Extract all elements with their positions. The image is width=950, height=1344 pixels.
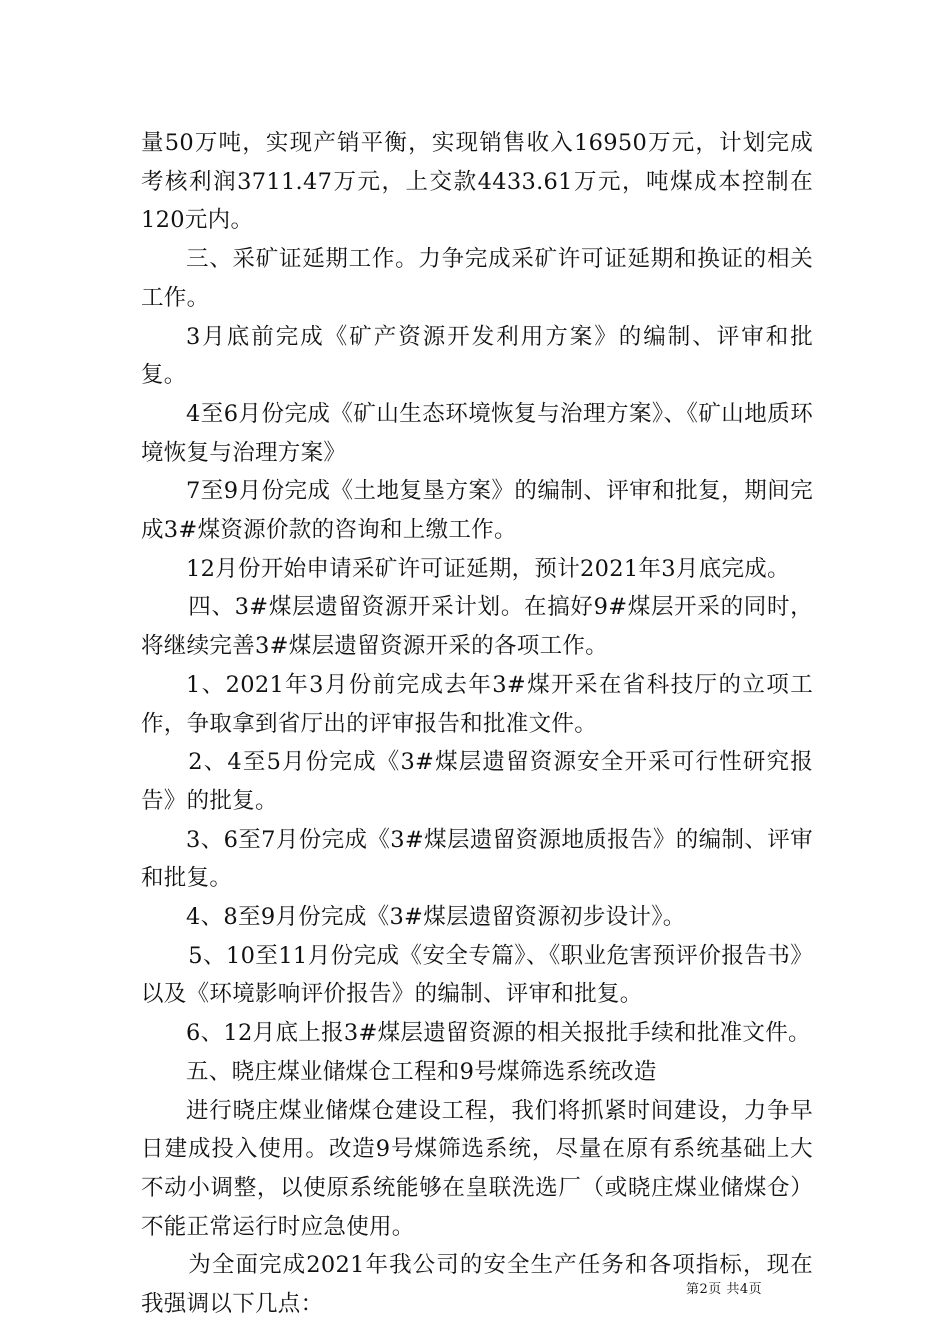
document-body bbox=[141, 124, 813, 1324]
page-number-footer: 第2页 共4页 bbox=[686, 1282, 763, 1297]
paragraph-storage-project: 进行晓庄煤业储煤仓建设工程，我们将抓紧时间建设，力争早日建成投入使用。改造9号煤筛选系统，尽量在原有系统基础上大不动小调整，以使原系统能够在皇联洗选厂（或晓庄煤业储煤仓）不能正常运行时应急使用。 bbox=[141, 1097, 813, 1240]
paragraph-item-three: 3、6至7月份完成《3#煤层遗留资源地质报告》的编制、评审和批复。 bbox=[141, 826, 813, 892]
paragraph-item-five: 5、10至11月份完成《安全专篇》、《职业危害预评价报告书》以及《环境影响评价报告》的编制、评审和批复。 bbox=[141, 942, 813, 1008]
paragraph-closing-emphasis: 为全面完成2021年我公司的安全生产任务和各项指标，现在我强调以下几点： bbox=[141, 1252, 813, 1318]
paragraph-december-plan: 12月份开始申请采矿许可证延期，预计2021年3月底完成。 bbox=[186, 555, 790, 582]
paragraph-july-september-plan: 7至9月份完成《土地复垦方案》的编制、评审和批复，期间完成3#煤资源价款的咨询和上缴工作。 bbox=[141, 478, 813, 544]
paragraph-section-five-heading: 五、晓庄煤业储煤仓工程和9号煤筛选系统改造 bbox=[186, 1058, 657, 1085]
paragraph-march-plan: 3月底前完成《矿产资源开发利用方案》的编制、评审和批复。 bbox=[141, 323, 813, 389]
paragraph-production-targets: 量50万吨，实现产销平衡，实现销售收入16950万元，计划完成考核利润3711.47万元，上交款4433.61万元，吨煤成本控制在120元内。 bbox=[141, 130, 813, 234]
paragraph-item-six: 6、12月底上报3#煤层遗留资源的相关报批手续和批准文件。 bbox=[186, 1020, 811, 1047]
paragraph-item-two: 2、4至5月份完成《3#煤层遗留资源安全开采可行性研究报告》的批复。 bbox=[141, 749, 813, 814]
paragraph-april-june-plan: 4至6月份完成《矿山生态环境恢复与治理方案》、《矿山地质环境恢复与治理方案》 bbox=[141, 400, 813, 466]
paragraph-item-one: 1、2021年3月份前完成去年3#煤开采在省科技厅的立项工作，争取拿到省厅出的评审报告和批准文件。 bbox=[141, 671, 813, 737]
paragraph-item-four: 4、8至9月份完成《3#煤层遗留资源初步设计》。 bbox=[186, 904, 686, 931]
paragraph-section-four-heading: 四、3#煤层遗留资源开采计划。在搞好9#煤层开采的同时，将继续完善3#煤层遗留资源开采的各项工作。 bbox=[141, 594, 813, 660]
paragraph-section-three-heading: 三、采矿证延期工作。力争完成采矿许可证延期和换证的相关工作。 bbox=[141, 246, 813, 311]
